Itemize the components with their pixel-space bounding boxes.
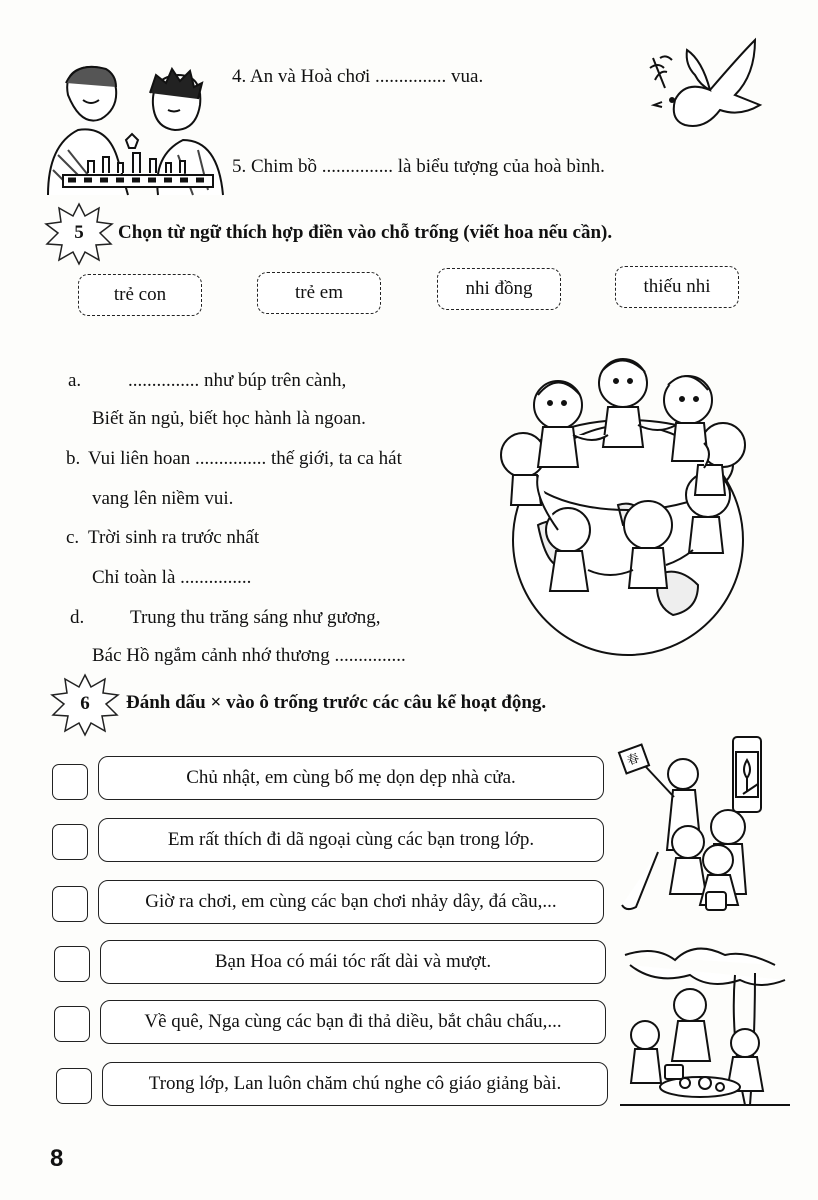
checkbox-5[interactable] bbox=[54, 1006, 90, 1042]
word-option-thieu-nhi: thiếu nhi bbox=[615, 266, 739, 308]
sentence-2: Em rất thích đi dã ngoại cùng các bạn trong lớp. bbox=[98, 818, 604, 862]
word-option-tre-em: trẻ em bbox=[257, 272, 381, 314]
exercise-5-instruction: Chọn từ ngữ thích hợp điền vào chỗ trống (viết hoa nếu cần). bbox=[118, 222, 613, 243]
checkbox-1[interactable] bbox=[52, 764, 88, 800]
word-option-nhi-dong: nhi đồng bbox=[437, 268, 561, 310]
cleaning-family-illustration bbox=[618, 732, 788, 922]
item-b-label: b. bbox=[66, 448, 81, 469]
lantern-sign: 春 bbox=[625, 750, 642, 768]
checkbox-2[interactable] bbox=[52, 824, 88, 860]
item-d-label: d. bbox=[70, 607, 85, 628]
word-option-tre-con: trẻ con bbox=[78, 274, 202, 316]
page-number: 8 bbox=[50, 1145, 64, 1172]
item-b-line2: vang lên niềm vui. bbox=[92, 488, 234, 509]
top-item-4: 4. An và Hoà chơi ............... vua. bbox=[232, 66, 484, 87]
checkbox-6[interactable] bbox=[56, 1068, 92, 1104]
item-b-line1: Vui liên hoan ............... thế giới, ta ca hát bbox=[88, 448, 402, 469]
item-d-line2: Bác Hồ ngắm cảnh nhớ thương ............... bbox=[92, 645, 406, 666]
item-a-label: a. bbox=[68, 370, 82, 391]
sentence-4: Bạn Hoa có mái tóc rất dài và mượt. bbox=[100, 940, 606, 984]
item-c-line1: Trời sinh ra trước nhất bbox=[88, 527, 260, 548]
chess-players-illustration bbox=[38, 55, 228, 195]
globe-children-illustration bbox=[498, 355, 768, 655]
sentence-6: Trong lớp, Lan luôn chăm chú nghe cô giáo giảng bài. bbox=[102, 1062, 608, 1106]
item-c-line2: Chỉ toàn là ............... bbox=[92, 567, 252, 588]
checkbox-4[interactable] bbox=[54, 946, 90, 982]
dove-illustration bbox=[650, 40, 765, 145]
sentence-1: Chủ nhật, em cùng bố mẹ dọn dẹp nhà cửa. bbox=[98, 756, 604, 800]
exercise-6-number: 6 bbox=[80, 693, 90, 714]
item-c-label: c. bbox=[66, 527, 80, 548]
sentence-5: Về quê, Nga cùng các bạn đi thả diều, bắt châu chấu,... bbox=[100, 1000, 606, 1044]
exercise-6-instruction: Đánh dấu × vào ô trống trước các câu kể hoạt động. bbox=[126, 692, 547, 713]
sentence-3: Giờ ra chơi, em cùng các bạn chơi nhảy dây, đá cầu,... bbox=[98, 880, 604, 924]
picnic-illustration bbox=[620, 925, 790, 1115]
item-a-line2: Biết ăn ngủ, biết học hành là ngoan. bbox=[92, 408, 366, 429]
item-d-line1: Trung thu trăng sáng như gương, bbox=[130, 607, 381, 628]
top-item-5: 5. Chim bồ ............... là biểu tượng của hoà bình. bbox=[232, 156, 605, 177]
checkbox-3[interactable] bbox=[52, 886, 88, 922]
exercise-5-number: 5 bbox=[74, 222, 84, 243]
item-a-line1: ............... như búp trên cành, bbox=[128, 370, 347, 391]
